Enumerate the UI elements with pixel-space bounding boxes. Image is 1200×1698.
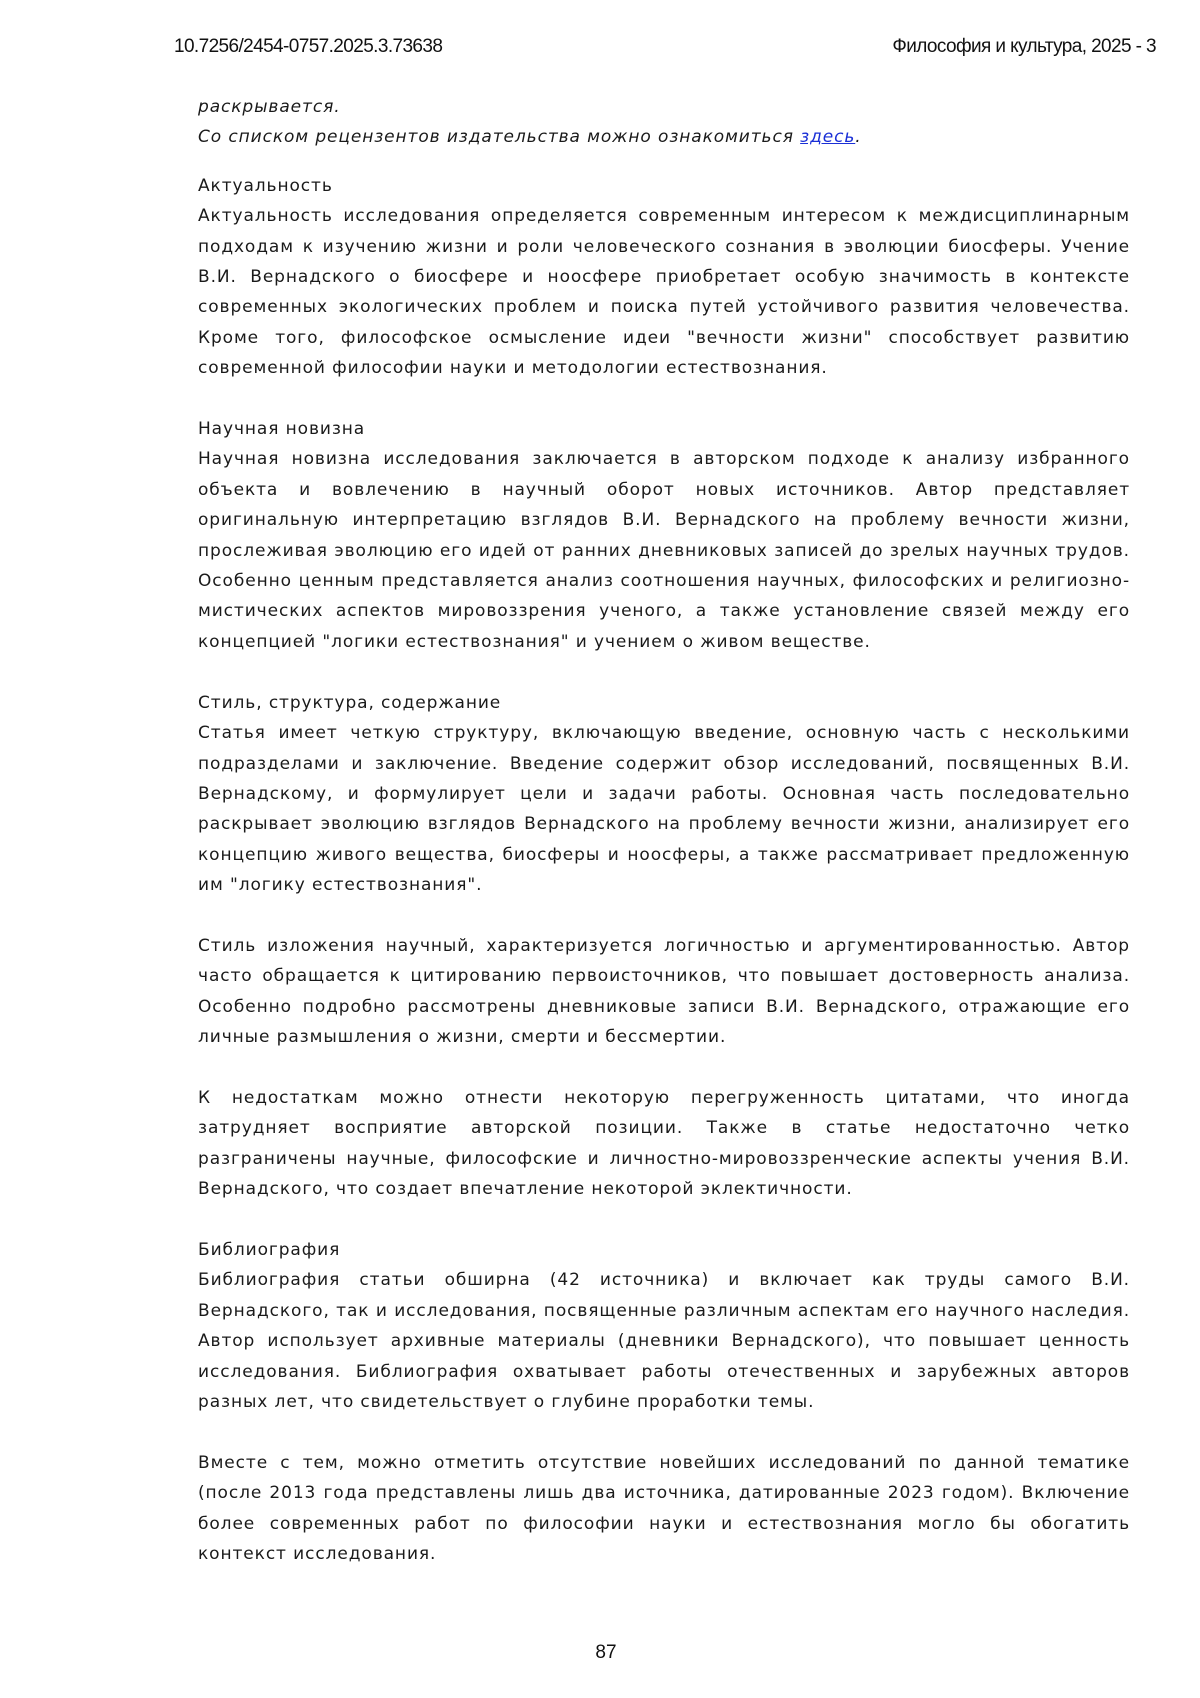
intro-line-1: раскрывается. — [198, 92, 1130, 122]
reviewers-suffix: . — [855, 127, 861, 147]
bibliography-heading: Библиография — [198, 1235, 1130, 1265]
style-paragraph-3: К недостаткам можно отнести некоторую перегруженность цитатами, что иногда затрудняет восприятие авторской позиции. Также в статье недостаточно четко разграничены научные, философские и личностно-мировоззренческие аспекты учения В.И. Вернадского, что создает впечатление некоторой эклектичности. — [198, 1083, 1130, 1205]
style-paragraph-2: Стиль изложения научный, характеризуется логичностью и аргументированностью. Автор часто обращается к цитированию первоисточников, что повышает достоверность анализа. Особенно подробно рассмотрены дневниковые записи В.И. Вернадского, отражающие его личные размышления о жизни, смерти и бессмертии. — [198, 931, 1130, 1053]
relevance-paragraph: Актуальность исследования определяется современным интересом к междисциплинарным подходам к изучению жизни и роли человеческого сознания в эволюции биосферы. Учение В.И. Вернадского о биосфере и ноосфере приобретает особую значимость в контексте современных экологических проблем и поиска путей устойчивого развития человечества. Кроме того, философское осмысление идеи "вечности жизни" способствует развитию современной философии науки и методологии естествознания. — [198, 201, 1130, 383]
style-heading: Стиль, структура, содержание — [198, 688, 1130, 718]
reviewers-link[interactable]: здесь — [800, 127, 855, 147]
doi-header: 10.7256/2454-0757.2025.3.73638 — [174, 36, 442, 58]
novelty-paragraph: Научная новизна исследования заключается в авторском подходе к анализу избранного объекта и вовлечению в научный оборот новых источников. Автор представляет оригинальную интерпретацию взглядов В.И. Вернадского на проблему вечности жизни, прослеживая эволюцию его идей от ранних дневниковых записей до зрелых научных трудов. Особенно ценным представляется анализ соотношения научных, философских и религиозно-мистических аспектов мировоззрения ученого, а также установление связей между его концепцией "логики естествознания" и учением о живом веществе. — [198, 444, 1130, 657]
bibliography-paragraph-1: Библиография статьи обширна (42 источника) и включает как труды самого В.И. Вернадского, так и исследования, посвященные различным аспектам его научного наследия. Автор использует архивные материалы (дневники Вернадского), что повышает ценность исследования. Библиография охватывает работы отечественных и зарубежных авторов разных лет, что свидетельствует о глубине проработки темы. — [198, 1265, 1130, 1417]
reviewers-text: Со списком рецензентов издательства можно ознакомиться — [198, 127, 800, 147]
relevance-heading: Актуальность — [198, 171, 1130, 201]
article-body — [198, 92, 1130, 1569]
page-number: 87 — [0, 1642, 1200, 1664]
style-paragraph-1: Статья имеет четкую структуру, включающую введение, основную часть с несколькими подразделами и заключение. Введение содержит обзор исследований, посвященных В.И. Вернадскому, и формулирует цели и задачи работы. Основная часть последовательно раскрывает эволюцию взглядов Вернадского на проблему вечности жизни, анализирует его концепцию живого вещества, биосферы и ноосферы, а также рассматривает предложенную им "логику естествознания". — [198, 718, 1130, 900]
journal-header: Философия и культура, 2025 - 3 — [892, 36, 1156, 58]
intro-line-2 — [198, 122, 1130, 152]
novelty-heading: Научная новизна — [198, 414, 1130, 444]
bibliography-paragraph-2: Вместе с тем, можно отметить отсутствие новейших исследований по данной тематике (после 2013 года представлены лишь два источника, датированные 2023 годом). Включение более современных работ по философии науки и естествознания могло бы обогатить контекст исследования. — [198, 1448, 1130, 1570]
